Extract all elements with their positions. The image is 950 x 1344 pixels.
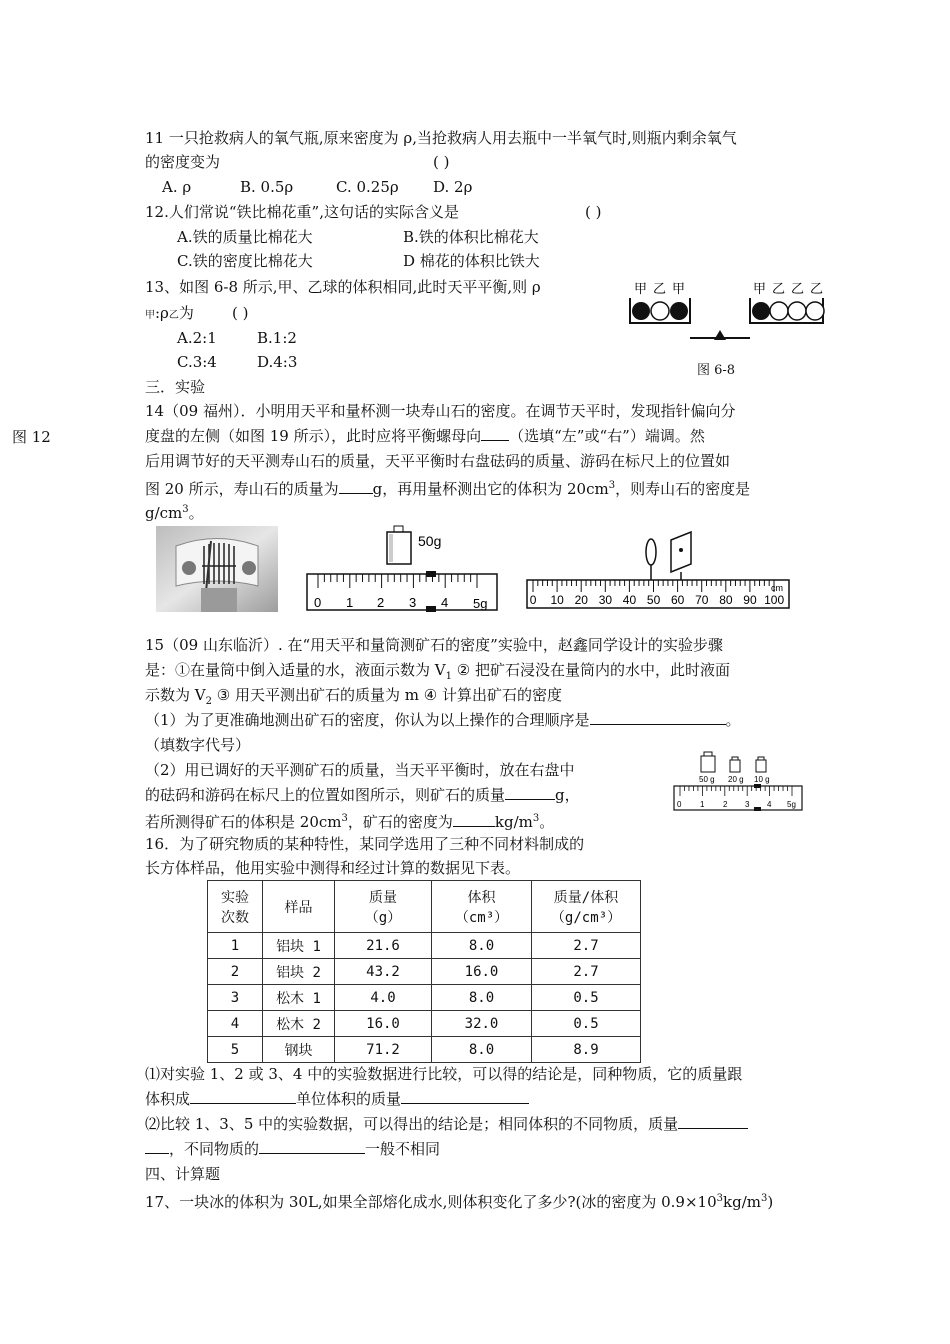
q15-part2-line3 — [145, 808, 554, 833]
ruler-tick-3: 3 — [409, 595, 417, 610]
cm-tick-label: 30 — [598, 593, 613, 607]
rider — [426, 571, 436, 577]
fig68-right-label-4: 乙 — [810, 281, 824, 296]
q15-part1-end: 。 — [725, 711, 741, 729]
cell-density: 0.5 — [532, 985, 641, 1011]
q15-line3-a: 示数为 V — [145, 686, 206, 704]
fig68-left-label-3: 甲 — [672, 281, 686, 296]
ball-yi — [770, 302, 788, 320]
screen-dot — [679, 548, 683, 552]
q14-line4-b: g，再用量杯测出它的体积为 20cm — [372, 480, 609, 498]
weight-label: 50g — [418, 533, 442, 549]
q16-blank-4[interactable] — [259, 1139, 365, 1154]
ball-yi — [788, 302, 806, 320]
q12-paren: ( ) — [585, 203, 602, 221]
ruler-tick-2: 2 — [377, 595, 385, 610]
weight-20g-small — [730, 760, 740, 772]
q13-tail: 为 — [178, 304, 194, 322]
weight-shade — [389, 534, 393, 562]
small-weight-50g: 50 g — [699, 775, 715, 784]
header-density-l1: 质量/体积 — [553, 889, 619, 906]
weight-50g-knob — [704, 752, 712, 756]
q13-colon: :ρ — [155, 304, 169, 322]
q17-sup2: 3 — [760, 1193, 768, 1204]
ball-yi — [806, 302, 824, 320]
q14-line3: 后用调节好的天平测寿山石的质量，天平平衡时右盘砝码的质量、游码在标尺上的位置如 — [145, 452, 731, 470]
small-weight-20g: 20 g — [728, 775, 744, 784]
q13-sub1: 甲 — [145, 310, 155, 321]
q15-weights-ruler — [668, 748, 808, 814]
rider-bottom — [426, 606, 436, 612]
q15-part1-text: （1）为了更准确地测出矿石的密度，你认为以上操作的合理顺序是 — [145, 711, 590, 729]
ruler-tick-1: 1 — [346, 595, 354, 610]
q12-option-d: D 棉花的体积比铁大 — [403, 252, 540, 270]
q16-c2-b: ，不同物质的 — [169, 1140, 260, 1158]
weight-50g-small — [701, 756, 715, 772]
ruler-tick-4: 4 — [441, 595, 449, 610]
cm-tick-label: 10 — [550, 593, 564, 607]
q15-line3-sub: 2 — [205, 696, 212, 707]
cell-trial: 2 — [208, 959, 263, 985]
q15-line3-b: ③ 用天平测出矿石的质量为 m ④ 计算出矿石的密度 — [211, 686, 562, 704]
cm-tick-label: 80 — [719, 593, 733, 607]
q17-unit: kg/m — [723, 1193, 761, 1211]
small-rider-bottom — [754, 807, 761, 811]
pointer-scale-photo — [156, 526, 278, 612]
cell-density: 0.5 — [532, 1011, 641, 1037]
header-mass-l2: （g） — [364, 909, 402, 926]
q12-option-c: C.铁的密度比棉花大 — [177, 252, 313, 270]
q15-blank-order[interactable] — [590, 710, 726, 725]
q13-option-d: D.4:3 — [257, 353, 298, 371]
small-tick-2: 2 — [723, 800, 728, 809]
cell-sample: 铝块 1 — [263, 933, 335, 959]
q14-line2 — [145, 425, 705, 447]
cm-tick-label: 0 — [529, 593, 537, 607]
ball-jia — [632, 302, 650, 320]
q15-blank-mass[interactable] — [505, 785, 555, 800]
cell-mass: 21.6 — [335, 933, 432, 959]
q13-option-a: A.2:1 — [177, 329, 217, 347]
small-tick-4: 4 — [767, 800, 772, 809]
cell-trial: 5 — [208, 1037, 263, 1063]
balance-figure-6-8 — [625, 278, 833, 348]
weight-knob — [394, 526, 403, 532]
q14-line4-a: 图 20 所示，寿山石的质量为 — [145, 480, 339, 498]
q16-blank-2[interactable] — [401, 1089, 529, 1104]
cell-sample: 铝块 2 — [263, 959, 335, 985]
q15-part2-line1: （2）用已调好的天平测矿石的质量，当天平平衡时，放在右盘中 — [145, 761, 575, 779]
fig68-right-label-1: 甲 — [753, 281, 767, 296]
cm-tick-label: 90 — [743, 593, 757, 607]
q13-option-c: C.3:4 — [177, 353, 217, 371]
cell-density: 2.7 — [532, 959, 641, 985]
header-density — [532, 881, 641, 933]
cell-sample: 松木 1 — [263, 985, 335, 1011]
cell-trial: 4 — [208, 1011, 263, 1037]
q16-c1-b: 体积成 — [145, 1090, 191, 1108]
q15-part1 — [145, 709, 741, 731]
ball-jia — [752, 302, 770, 320]
q14-line2-b: （选填“左”或“右”）端调。然 — [509, 427, 705, 445]
small-tick-5g: 5g — [787, 800, 796, 809]
header-volume — [432, 881, 532, 933]
header-trial — [208, 881, 263, 933]
header-mass — [335, 881, 432, 933]
q12-option-a: A.铁的质量比棉花大 — [177, 228, 313, 246]
q14-sup: 3 — [608, 480, 616, 491]
q14-line5-end: 。 — [188, 504, 204, 522]
q14-line5-sup: 3 — [182, 504, 189, 515]
q15-part2-line2 — [145, 784, 580, 806]
cm-tick-label: 20 — [574, 593, 588, 607]
q16-conclusion2-line2 — [145, 1138, 440, 1160]
q15-part2-line3-b: ，矿石的密度为 — [347, 813, 453, 831]
cell-mass: 4.0 — [335, 985, 432, 1011]
small-rider — [754, 784, 761, 788]
cm-tick-label: 70 — [695, 593, 709, 607]
q15-line2-sub: 1 — [445, 671, 452, 682]
table-row — [208, 959, 641, 985]
weight-rider-ruler — [305, 524, 500, 614]
q16-conclusion1-line2 — [145, 1088, 529, 1110]
table-row — [208, 1011, 641, 1037]
header-trial-l2: 次数 — [221, 909, 249, 926]
q16-conclusion2-line1 — [145, 1113, 748, 1135]
small-tick-1: 1 — [700, 800, 705, 809]
q14-line5-unit: g/cm — [145, 504, 183, 522]
ruler-tick-0: 0 — [314, 595, 322, 610]
q13-sub2: 乙 — [168, 310, 179, 321]
header-sample-l1: 样品 — [284, 899, 313, 916]
q14-line2-a: 度盘的左侧（如图 19 所示），此时应将平衡螺母向 — [145, 427, 482, 445]
q17-end: ) — [767, 1193, 774, 1211]
cell-mass: 16.0 — [335, 1011, 432, 1037]
header-volume-l2: （cm³） — [454, 909, 509, 926]
q16-blank-1[interactable] — [190, 1089, 296, 1104]
q11-option-c: C. 0.25ρ — [336, 178, 399, 196]
fig68-right-label-3: 乙 — [791, 281, 805, 296]
header-density-l2: （g/cm³） — [550, 909, 622, 926]
cm-tick-label: 50 — [646, 593, 661, 607]
q14-line4 — [145, 475, 750, 500]
q16-blank-3[interactable] — [678, 1114, 748, 1129]
cell-trial: 3 — [208, 985, 263, 1011]
cell-volume: 32.0 — [432, 1011, 532, 1037]
ruler-body — [307, 574, 497, 610]
q11-paren: ( ) — [433, 153, 450, 171]
q16-data-table — [207, 880, 641, 1063]
cell-sample: 松木 2 — [263, 1011, 335, 1037]
cell-density: 2.7 — [532, 933, 641, 959]
cell-mass: 71.2 — [335, 1037, 432, 1063]
section-3-heading: 三．实验 — [145, 378, 206, 396]
q13-line2 — [145, 302, 194, 327]
q15-density-unit: kg/m — [494, 813, 533, 831]
table-row — [208, 933, 641, 959]
cell-trial: 1 — [208, 933, 263, 959]
q17-text: 17、一块冰的体积为 30L,如果全部熔化成水,则体积变化了多少?(冰的密度为 0.9×10 — [145, 1193, 717, 1211]
q15-part2-line2-text: 的砝码和游码在标尺上的位置如图所示，则矿石的质量 — [145, 786, 506, 804]
q13-line1: 13、如图 6-8 所示,甲、乙球的体积相同,此时天平平衡,则 ρ — [145, 278, 541, 296]
q14-line5 — [145, 499, 204, 524]
ruler-tick-5g: 5g — [473, 596, 488, 611]
q15-part1-note: （填数字代号） — [145, 736, 251, 754]
header-volume-l1: 体积 — [467, 889, 496, 906]
q12-stem: 12.人们常说“铁比棉花重”,这句话的实际含义是 — [145, 203, 459, 221]
header-mass-l1: 质量 — [369, 889, 397, 906]
cm-ruler-figure — [525, 530, 793, 612]
small-tick-0: 0 — [677, 800, 682, 809]
q13-paren: ( ) — [232, 304, 249, 322]
cell-density: 8.9 — [532, 1037, 641, 1063]
table-header-row — [208, 881, 641, 933]
cm-tick-label: 100 — [764, 593, 785, 607]
cell-sample: 钢块 — [263, 1037, 335, 1063]
q15-line1: 15（09 山东临沂）. 在“用天平和量筒测矿石的密度”实验中，赵鑫同学设计的实验步骤 — [145, 636, 723, 654]
cell-volume: 8.0 — [432, 985, 532, 1011]
q15-line2-a: 是：①在量筒中倒入适量的水，液面示数为 V — [145, 661, 446, 679]
q15-sup: 3 — [341, 813, 348, 824]
q16-blank-3-cont[interactable] — [145, 1139, 169, 1154]
small-weight-10g: 10 g — [754, 775, 770, 784]
q11-option-b: B. 0.5ρ — [240, 178, 294, 196]
q15-part2-unit: g， — [555, 786, 580, 804]
q14-blank-direction[interactable] — [481, 426, 509, 441]
q17-sup: 3 — [716, 1193, 723, 1204]
section-4-heading: 四、计算题 — [145, 1165, 221, 1183]
lens — [646, 539, 656, 565]
cm-tick-label: 40 — [622, 593, 637, 607]
cell-volume: 16.0 — [432, 959, 532, 985]
ball-jia — [670, 302, 688, 320]
fig68-caption: 图 6-8 — [697, 363, 736, 378]
q11-line2: 的密度变为 — [145, 153, 221, 171]
small-tick-3: 3 — [745, 800, 750, 809]
cell-mass: 43.2 — [335, 959, 432, 985]
fig68-left-label-1: 甲 — [634, 281, 648, 296]
q16-line2: 长方体样品，他用实验中测得和经过计算的数据见下表。 — [145, 859, 521, 877]
cm-tick-label: 60 — [671, 593, 685, 607]
q15-line2-b: ② 把矿石浸没在量筒内的水中，此时液面 — [451, 661, 730, 679]
q11-option-d: D. 2ρ — [433, 178, 473, 196]
cell-volume: 8.0 — [432, 933, 532, 959]
cell-volume: 8.0 — [432, 1037, 532, 1063]
q12-option-b: B.铁的体积比棉花大 — [403, 228, 539, 246]
fig68-right-label-2: 乙 — [772, 281, 786, 296]
q17-line — [145, 1188, 773, 1213]
q15-sup2: 3 — [532, 813, 540, 824]
q16-line1: 16．为了研究物质的某种特性，某同学选用了三种不同材料制成的 — [145, 835, 585, 853]
table-row — [208, 985, 641, 1011]
q15-part2-end: 。 — [539, 813, 555, 831]
q15-blank-density[interactable] — [453, 812, 495, 827]
fulcrum — [714, 330, 726, 340]
q13-option-b: B.1:2 — [257, 329, 297, 347]
q11-line1: 11 一只抢救病人的氧气瓶,原来密度为 ρ,当抢救病人用去瓶中一半氧气时,则瓶内剩余氧气 — [145, 129, 737, 147]
q14-line4-c: ，则寿山石的密度是 — [615, 480, 751, 498]
table-row — [208, 1037, 641, 1063]
q16-conclusion1-line1: ⑴对实验 1、2 或 3、4 中的实验数据进行比较，可以得的结论是，同种物质，它的质量跟 — [145, 1065, 743, 1083]
q16-c2-a: ⑵比较 1、3、5 中的实验数据，可以得出的结论是；相同体积的不同物质，质量 — [145, 1115, 679, 1133]
ball-yi — [651, 302, 669, 320]
q16-c1-c: 单位体积的质量 — [296, 1090, 402, 1108]
q11-option-a: A. ρ — [162, 178, 192, 196]
header-sample — [263, 881, 335, 933]
side-label-fig12: 图 12 — [12, 428, 51, 446]
q14-line1: 14（09 福州）．小明用天平和量杯测一块寿山石的密度。在调节天平时，发现指针偏向分 — [145, 402, 736, 420]
q15-part2-line3-a: 若所测得矿石的体积是 20cm — [145, 813, 342, 831]
q16-c2-c: 一般不相同 — [365, 1140, 441, 1158]
fig68-left-label-2: 乙 — [653, 281, 667, 296]
cm-unit: cm — [771, 583, 783, 593]
weight-10g-small — [756, 760, 766, 772]
q14-blank-mass[interactable] — [339, 479, 373, 494]
header-trial-l1: 实验 — [221, 889, 249, 906]
